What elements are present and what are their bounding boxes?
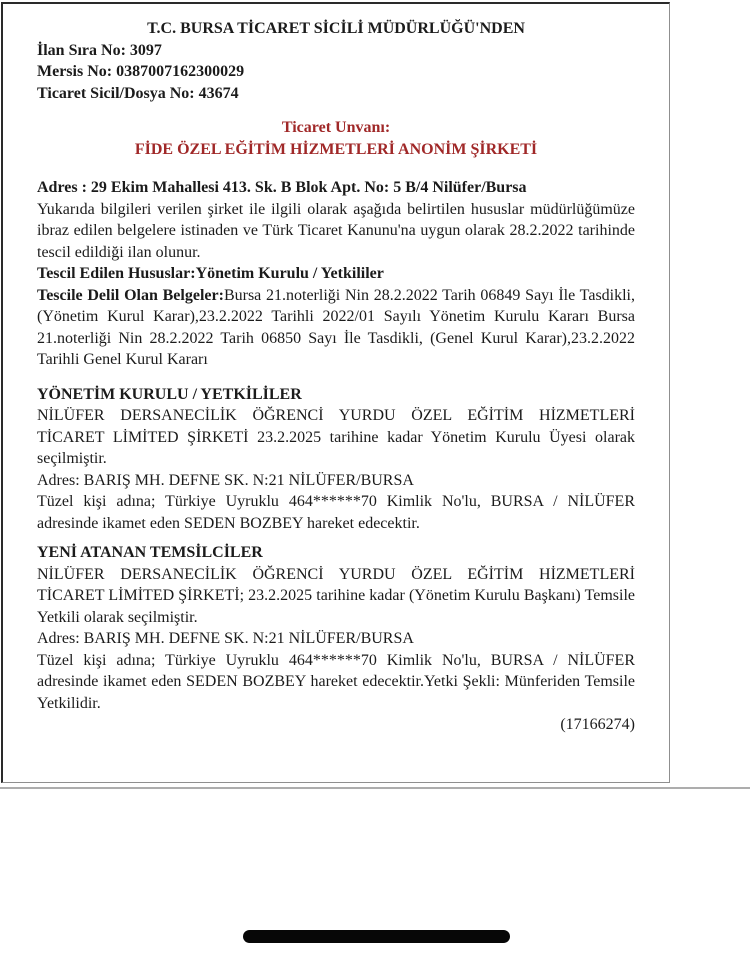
trade-name-company: FİDE ÖZEL EĞİTİM HİZMETLERİ ANONİM ŞİRKETİ: [134, 140, 538, 158]
company-address-line: Adres : 29 Ekim Mahallesi 413. Sk. B Blok Apt. No: 5 B/4 Nilüfer/Bursa: [37, 179, 527, 196]
section-board-address: Adres: BARIŞ MH. DEFNE SK. N:21 NİLÜFER/BURSA: [37, 471, 414, 489]
section-heading-board: YÖNETİM KURULU / YETKİLİLER: [37, 385, 302, 403]
document-header: T.C. BURSA TİCARET SİCİLİ MÜDÜRLÜĞÜ'NDEN: [147, 20, 525, 37]
registry-numbers: [37, 40, 635, 105]
page-edge-divider: [0, 787, 750, 789]
evidence-documents-paragraph: [37, 285, 635, 371]
trade-name-label: Ticaret Unvanı:: [281, 119, 391, 136]
evidence-documents-label: Tescile Delil Olan Belgeler:: [37, 286, 224, 304]
ticaret-sicil-dosya-no: Ticaret Sicil/Dosya No: 43674: [37, 84, 239, 102]
mersis-no: Mersis No: 0387007162300029: [37, 63, 245, 80]
registered-matters-line: [37, 263, 635, 285]
ilan-sira-no: İlan Sıra No: 3097: [37, 41, 162, 59]
section-board-members: [37, 384, 635, 535]
intro-paragraph: Yukarıda bilgileri verilen şirket ile ilgili olarak aşağıda belirtilen hususlar müdürlüğümüze ibraz edilen belgelere istinaden ve Türk Ticaret Kanunu'na uygun olarak 28.2.2022 tarihinde tescil edildiği ilan olunur.: [37, 200, 635, 261]
section-board-representative: Tüzel kişi adına; Türkiye Uyruklu 464******70 Kimlik No'lu, BURSA / NİLÜFER adresinde ikamet eden SEDEN BOZBEY hareket edecektir.: [37, 493, 635, 532]
trade-name-block: [37, 117, 635, 160]
section-representatives-paragraph: NİLÜFER DERSANECİLİK ÖĞRENCİ YURDU ÖZEL EĞİTİM HİZMETLERİ TİCARET LİMİTED ŞİRKETİ; 23.2.2025 tarihine kadar (Yönetim Kurulu Başkanı) Temsile Yetkili olarak seçilmiştir.: [37, 565, 635, 626]
section-new-representatives: [37, 542, 635, 714]
section-representatives-address: Adres: BARIŞ MH. DEFNE SK. N:21 NİLÜFER/BURSA: [37, 630, 414, 647]
section-board-paragraph: NİLÜFER DERSANECİLİK ÖĞRENCİ YURDU ÖZEL EĞİTİM HİZMETLERİ TİCARET LİMİTED ŞİRKETİ 23.2.2025 tarihine kadar Yönetim Kurulu Üyesi olarak seçilmiştir.: [37, 407, 635, 467]
home-indicator-bar[interactable]: [243, 930, 510, 943]
evidence-documents-value: Bursa 21.noterliği Nin 28.2.2022 Tarih 06849 Sayı İle Tasdikli, (Yönetim Kurul Karar),23.2.2022 Tarihli 2022/01 Sayılı Yönetim Kurulu Kararı Bursa 21.noterliği Nin 28.2.2022 Tarih 06850 Sayı İle Tasdikli, (Genel Kurul Karar),23.2.2022 Tarihli Genel Kurul Kararı: [37, 286, 636, 368]
registered-matters-label: Tescil Edilen Hususlar:: [37, 265, 196, 282]
announcement-ref-number: (17166274): [560, 716, 635, 733]
section-heading-representatives: YENİ ATANAN TEMSİLCİLER: [37, 544, 263, 561]
registered-matters-value: Yönetim Kurulu / Yetkililer: [195, 265, 384, 282]
registry-announcement-document: [1, 2, 670, 783]
section-representatives-representative: Tüzel kişi adına; Türkiye Uyruklu 464******70 Kimlik No'lu, BURSA / NİLÜFER adresinde ikamet eden SEDEN BOZBEY hareket edecektir.Yetki Şekli: Münferiden Temsile Yetkilidir.: [37, 651, 635, 712]
